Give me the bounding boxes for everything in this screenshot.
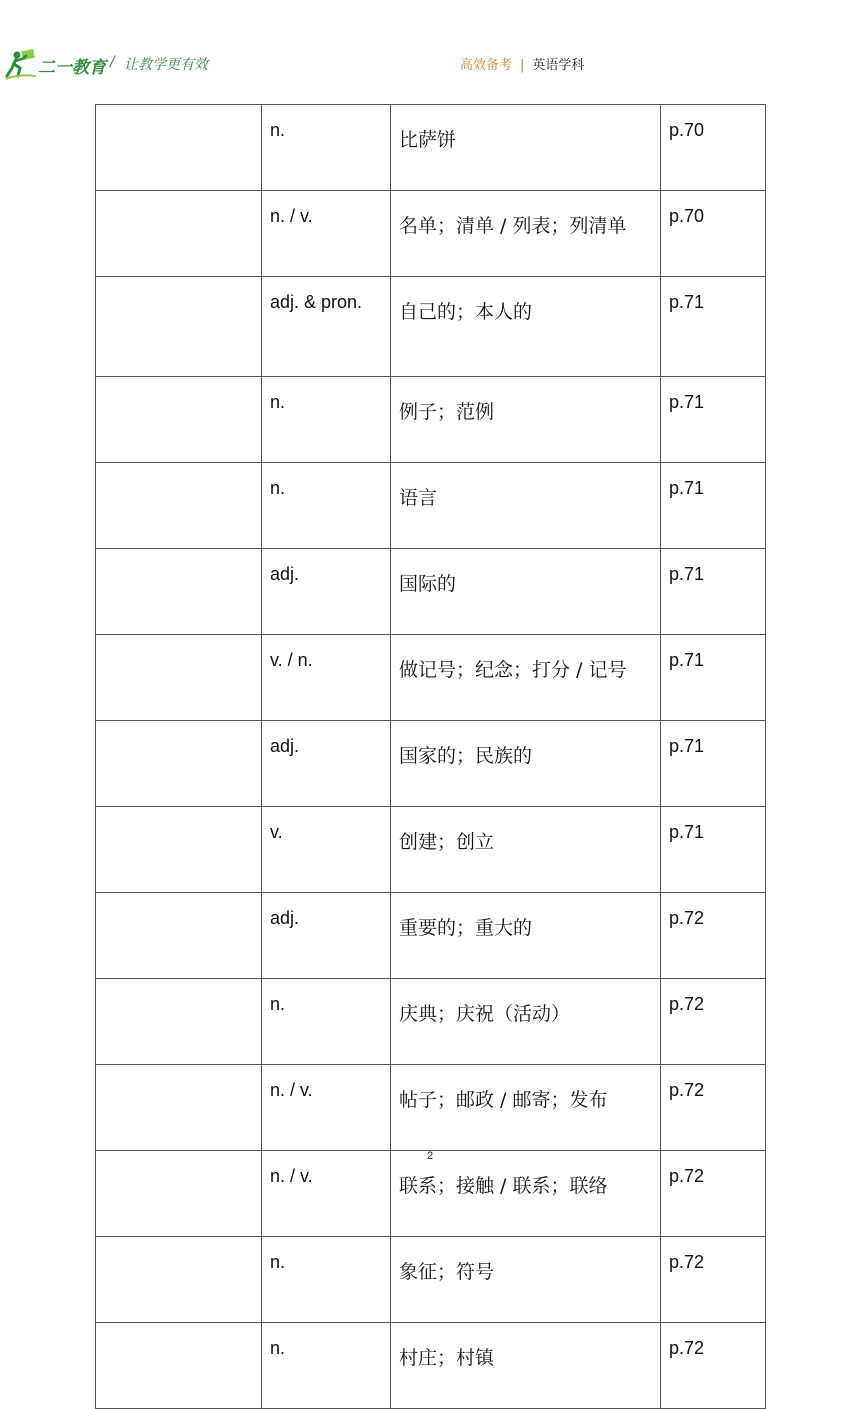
word-answer-cell[interactable] bbox=[96, 807, 262, 893]
table-row bbox=[96, 377, 766, 463]
table-row bbox=[96, 807, 766, 893]
page-reference-cell: p.71 bbox=[661, 463, 766, 549]
part-of-speech-cell: adj. & pron. bbox=[262, 277, 391, 377]
table-row bbox=[96, 277, 766, 377]
page-reference-cell: p.71 bbox=[661, 377, 766, 463]
word-answer-cell[interactable] bbox=[96, 1151, 262, 1237]
meaning-cell: 例子；范例 bbox=[391, 377, 661, 463]
exam-label: 高效备考 bbox=[460, 58, 513, 73]
word-answer-cell[interactable] bbox=[96, 1237, 262, 1323]
part-of-speech-cell: n. bbox=[262, 1323, 391, 1409]
meaning-cell: 村庄；村镇 bbox=[391, 1323, 661, 1409]
word-answer-cell[interactable] bbox=[96, 635, 262, 721]
meaning-cell: 国家的；民族的 bbox=[391, 721, 661, 807]
meaning-cell: 比萨饼 bbox=[391, 105, 661, 191]
page-reference-cell: p.71 bbox=[661, 721, 766, 807]
part-of-speech-cell: adj. bbox=[262, 549, 391, 635]
meaning-cell: 名单；清单 / 列表；列清单 bbox=[391, 191, 661, 277]
vocabulary-table-body bbox=[96, 105, 766, 1409]
word-answer-cell[interactable] bbox=[96, 721, 262, 807]
meaning-cell: 庆典；庆祝（活动） bbox=[391, 979, 661, 1065]
table-row bbox=[96, 893, 766, 979]
table-row bbox=[96, 463, 766, 549]
subject-label: 英语学科 bbox=[532, 58, 585, 73]
page-reference-cell: p.72 bbox=[661, 893, 766, 979]
page-reference-cell: p.72 bbox=[661, 1237, 766, 1323]
part-of-speech-cell: n. bbox=[262, 463, 391, 549]
slogan-separator: / bbox=[110, 54, 115, 70]
page-reference-cell: p.71 bbox=[661, 807, 766, 893]
word-answer-cell[interactable] bbox=[96, 191, 262, 277]
meaning-cell: 象征；符号 bbox=[391, 1237, 661, 1323]
word-answer-cell[interactable] bbox=[96, 1065, 262, 1151]
word-answer-cell[interactable] bbox=[96, 277, 262, 377]
part-of-speech-cell: n. / v. bbox=[262, 1065, 391, 1151]
table-row bbox=[96, 635, 766, 721]
page-reference-cell: p.70 bbox=[661, 105, 766, 191]
part-of-speech-cell: n. bbox=[262, 377, 391, 463]
part-of-speech-cell: n. bbox=[262, 105, 391, 191]
meaning-cell: 重要的；重大的 bbox=[391, 893, 661, 979]
table-row bbox=[96, 1237, 766, 1323]
part-of-speech-cell: adj. bbox=[262, 721, 391, 807]
page-reference-cell: p.72 bbox=[661, 979, 766, 1065]
meaning-cell: 自己的；本人的 bbox=[391, 277, 661, 377]
part-of-speech-cell: v. bbox=[262, 807, 391, 893]
table-row bbox=[96, 1065, 766, 1151]
part-of-speech-cell: adj. bbox=[262, 893, 391, 979]
page-header bbox=[0, 40, 860, 84]
vocabulary-table bbox=[95, 104, 766, 1409]
page-number: 2 bbox=[426, 1150, 434, 1162]
header-subject-info bbox=[460, 54, 584, 73]
word-answer-cell[interactable] bbox=[96, 377, 262, 463]
meaning-cell: 联系；接触 / 联系；联络 bbox=[391, 1151, 661, 1237]
page-reference-cell: p.70 bbox=[661, 191, 766, 277]
table-row bbox=[96, 1323, 766, 1409]
table-row bbox=[96, 979, 766, 1065]
part-of-speech-cell: v. / n. bbox=[262, 635, 391, 721]
part-of-speech-cell: n. / v. bbox=[262, 191, 391, 277]
page-reference-cell: p.71 bbox=[661, 549, 766, 635]
part-of-speech-cell: n. bbox=[262, 979, 391, 1065]
page-reference-cell: p.72 bbox=[661, 1323, 766, 1409]
word-answer-cell[interactable] bbox=[96, 463, 262, 549]
part-of-speech-cell: n. bbox=[262, 1237, 391, 1323]
table-row bbox=[96, 105, 766, 191]
word-answer-cell[interactable] bbox=[96, 549, 262, 635]
meaning-cell: 做记号；纪念；打分 / 记号 bbox=[391, 635, 661, 721]
part-of-speech-cell: n. / v. bbox=[262, 1151, 391, 1237]
running-person-logo-icon bbox=[4, 46, 38, 80]
meaning-cell: 语言 bbox=[391, 463, 661, 549]
brand-slogan: 让教学更有效 bbox=[124, 57, 208, 73]
header-divider: | bbox=[520, 58, 525, 73]
page-reference-cell: p.72 bbox=[661, 1151, 766, 1237]
table-row bbox=[96, 1151, 766, 1237]
table-row bbox=[96, 721, 766, 807]
page-reference-cell: p.71 bbox=[661, 635, 766, 721]
table-row bbox=[96, 549, 766, 635]
word-answer-cell[interactable] bbox=[96, 979, 262, 1065]
meaning-cell: 国际的 bbox=[391, 549, 661, 635]
brand-name: 二一教育 bbox=[38, 58, 106, 78]
word-answer-cell[interactable] bbox=[96, 893, 262, 979]
table-row bbox=[96, 191, 766, 277]
meaning-cell: 帖子；邮政 / 邮寄；发布 bbox=[391, 1065, 661, 1151]
page-reference-cell: p.71 bbox=[661, 277, 766, 377]
page-reference-cell: p.72 bbox=[661, 1065, 766, 1151]
word-answer-cell[interactable] bbox=[96, 1323, 262, 1409]
meaning-cell: 创建；创立 bbox=[391, 807, 661, 893]
word-answer-cell[interactable] bbox=[96, 105, 262, 191]
